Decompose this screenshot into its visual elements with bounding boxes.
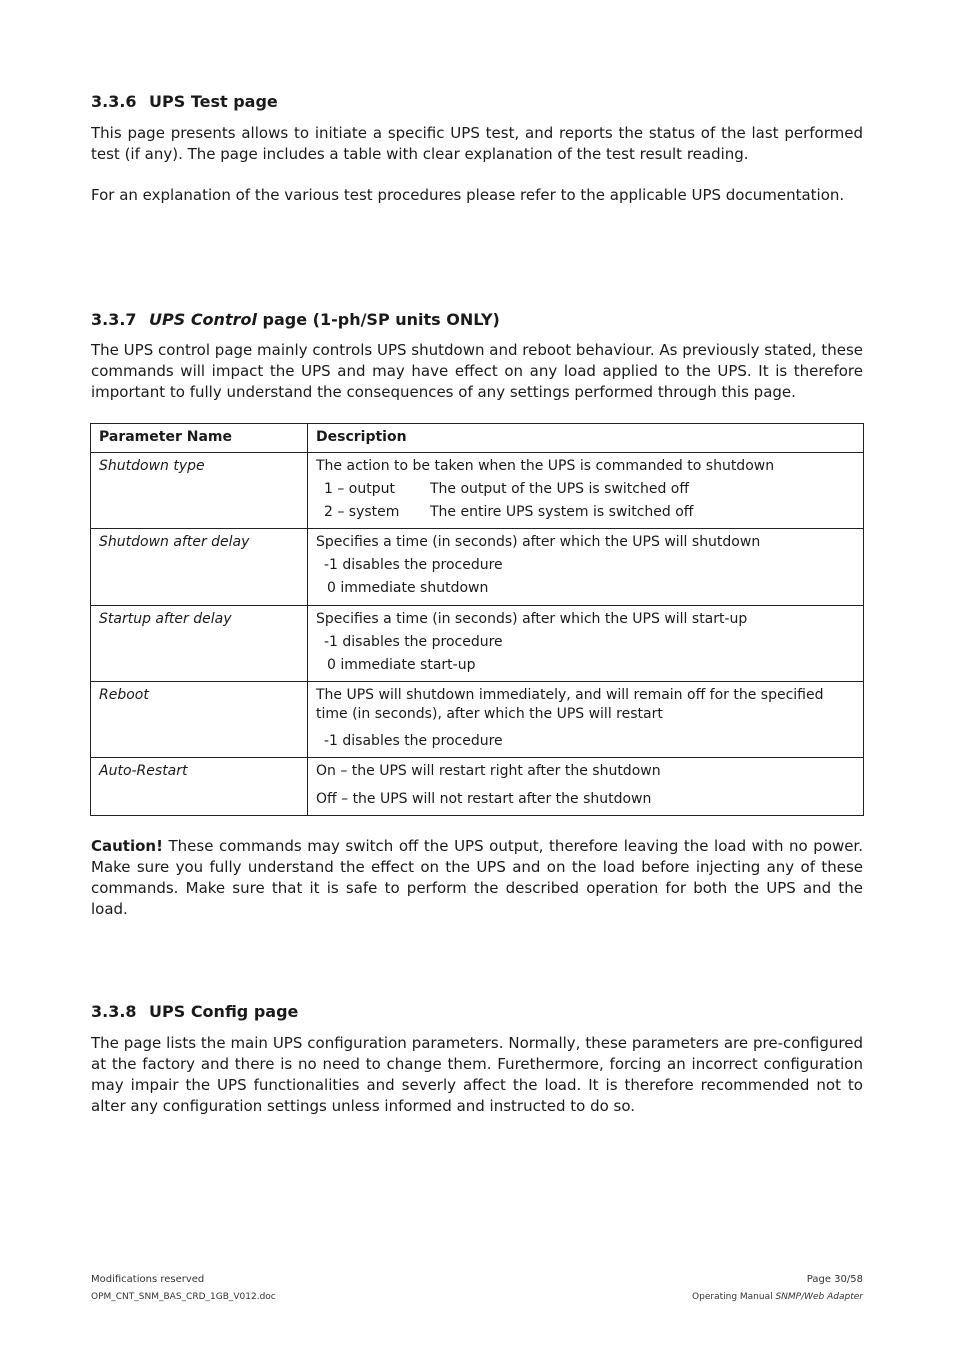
description-text: On – the UPS will restart right after the shutdown [316, 763, 661, 779]
footer-modifications: Modifications reserved [91, 1274, 205, 1285]
section-title: UPS Test page [149, 92, 278, 111]
table-row [91, 529, 864, 606]
footer-filename: OPM_CNT_SNM_BAS_CRD_1GB_V012.doc [91, 1292, 276, 1302]
caution-text: These commands may switch off the UPS output, therefore leaving the load with no power. Make sure you fully understand the effect on the UPS and on the load before injecting any of these commands. Make sure that it is safe to perform the described operation for both the UPS and the load. [91, 837, 863, 918]
caution-label: Caution! [91, 837, 163, 855]
paragraph-ups-config: The page lists the main UPS configuration parameters. Normally, these parameters are pre-configured at the factory and there is no need to change them. Furethermore, forcing an incorrect configuration may impair the UPS functionalities and severly affect the load. It is therefore recommended not to alter any configuration settings unless informed and instructed to do so. [91, 1034, 863, 1115]
caution-paragraph [91, 836, 863, 920]
section-title-rest: page (1-ph/SP units ONLY) [256, 310, 500, 329]
table-row [91, 758, 864, 816]
heading-3-3-7 [91, 310, 500, 329]
heading-3-3-8 [91, 1002, 298, 1021]
description-line: -1 disables the procedure [324, 634, 503, 650]
parameter-name: Shutdown after delay [91, 529, 308, 606]
parameter-description [308, 682, 864, 758]
footer-page-number: Page 30/58 [806, 1274, 863, 1285]
option-key: 2 – system [324, 504, 400, 520]
description-line: Off – the UPS will not restart after the shutdown [316, 791, 652, 807]
section-number: 3.3.6 [91, 92, 137, 111]
column-header-description: Description [308, 424, 864, 453]
table-header-row [91, 424, 864, 453]
table-row [91, 453, 864, 529]
parameter-description [308, 758, 864, 816]
option-value: The output of the UPS is switched off [430, 481, 689, 497]
heading-3-3-6 [91, 92, 278, 111]
section-number: 3.3.8 [91, 1002, 137, 1021]
description-line: -1 disables the procedure [324, 557, 503, 573]
footer-manual-title [692, 1292, 863, 1302]
parameter-name: Auto-Restart [91, 758, 308, 816]
description-text: The UPS will shutdown immediately, and will remain off for the specified time (in seconds), after which the UPS will restart [316, 687, 824, 722]
description-line: -1 disables the procedure [324, 733, 503, 749]
description-text: Specifies a time (in seconds) after which the UPS will start-up [316, 611, 748, 627]
section-number: 3.3.7 [91, 310, 137, 329]
option-key: 1 – output [324, 481, 395, 497]
parameter-name: Reboot [91, 682, 308, 758]
parameter-name: Shutdown type [91, 453, 308, 529]
table-row [91, 606, 864, 682]
description-line: 0 immediate start-up [327, 657, 476, 673]
description-line: 0 immediate shutdown [327, 580, 489, 596]
column-header-parameter: Parameter Name [91, 424, 308, 453]
option-line [316, 503, 855, 522]
parameter-description [308, 529, 864, 606]
parameter-name: Startup after delay [91, 606, 308, 682]
paragraph-ups-test-intro: This page presents allows to initiate a specific UPS test, and reports the status of the last performed test (if any). The page includes a table with clear explanation of the test result reading. [91, 124, 863, 163]
section-title-italic: UPS Control [149, 310, 257, 329]
description-text: The action to be taken when the UPS is commanded to shutdown [316, 458, 775, 474]
paragraph-ups-control-intro: The UPS control page mainly controls UPS shutdown and reboot behaviour. As previously stated, these commands will impact the UPS and may have effect on any load applied to the UPS. It is therefore important to fully understand the consequences of any settings performed through this page. [91, 341, 863, 401]
parameter-table [90, 423, 864, 816]
footer-manual-label: Operating Manual [692, 1292, 776, 1302]
parameter-description [308, 453, 864, 529]
footer-manual-product: SNMP/Web Adapter [775, 1292, 863, 1302]
option-line [316, 480, 855, 499]
option-value: The entire UPS system is switched off [430, 504, 694, 520]
table-row [91, 682, 864, 758]
paragraph-ups-test-docs: For an explanation of the various test procedures please refer to the applicable UPS documentation. [91, 186, 845, 204]
description-text: Specifies a time (in seconds) after which the UPS will shutdown [316, 534, 761, 550]
section-title: UPS Config page [149, 1002, 299, 1021]
parameter-description [308, 606, 864, 682]
